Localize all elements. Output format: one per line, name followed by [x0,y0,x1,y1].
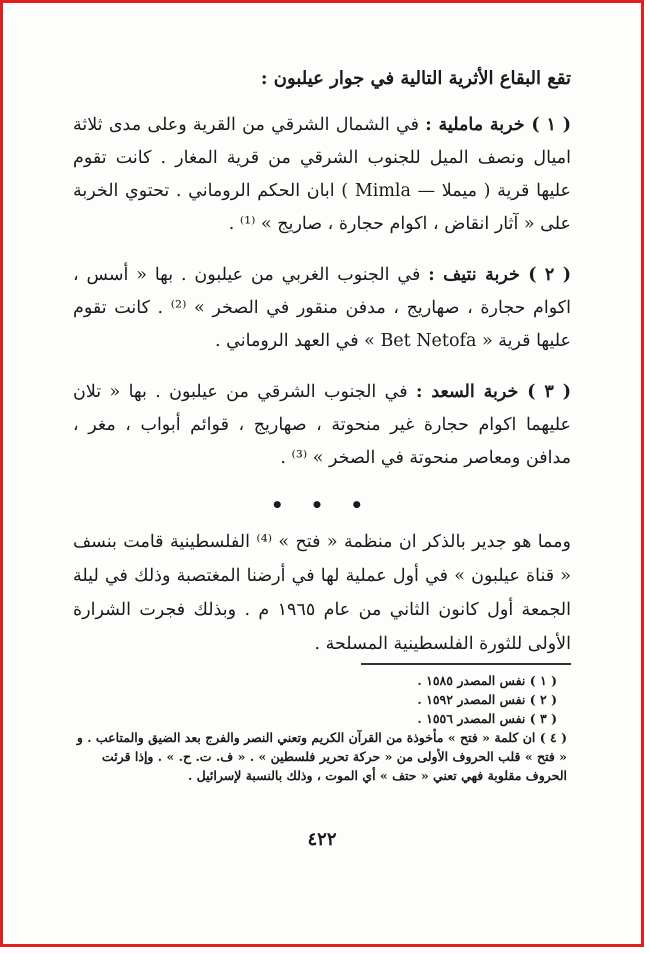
main-text [73,65,571,661]
section-separator: • • • [270,493,374,517]
section-2 [73,259,571,358]
page-number: ٤٢٢ [307,829,337,850]
section-1-body: في الشمال الشرقي من القرية وعلى مدى ثلاثة اميال ونصف الميل للجنوب الشرقي من قرية المغار . كانت تقوم عليها قرية ( ميملا — Mimla ) ابان الحكم الروماني . تحتوي الخربة على « آثار انقاض ، اكوام حجارة ، صاريج » ⁽¹⁾ . [73,115,571,234]
section-1-heading: ( ١ ) خربة ماملية : [425,115,572,135]
section-3-heading: ( ٣ ) خربة السعد : [415,382,571,402]
section-2-heading: ( ٢ ) خربة نتيف : [428,265,572,285]
section-1 [73,109,571,241]
footnote-3: ( ٣ ) نفس المصدر ١٥٥٦ . [417,711,557,726]
section-3-body: في الجنوب الشرقي من عيلبون . بها « تلان عليهما اكوام حجارة غير منحوتة ، صهاريج ، قوائم أبواب ، مغر ، مدافن ومعاصر منحوتة في الصخر » ⁽³⁾ . [73,382,571,468]
footnote-2: ( ٢ ) نفس المصدر ١٥٩٢ . [417,692,557,707]
footnote-rule [361,663,571,665]
intro-line: تقع البقاع الأثرية التالية في جوار عيلبون : [260,68,571,89]
closing-paragraph: ومما هو جدير بالذكر ان منظمة « فتح » ⁽⁴⁾ الفلسطينية قامت بنسف « قناة عيلبون » في أول عملية لها في أرضنا المغتصبة وذلك في ليلة الجمعة أول كانون الثاني من عام ١٩٦٥ م . وبذلك فجرت الشرارة الأولى للثورة الفلسطينية المسلحة . [73,532,571,654]
section-3 [73,376,571,475]
footnote-4: ( ٤ ) ان كلمة « فتح » مأخوذة من القرآن الكريم وتعني النصر والفرج بعد الضيق والمتاعب . و « فتح » قلب الحروف الأولى من « حركة تحرير فلسطين » . « ف. ت. ح. » . وإذا قرئت الحروف مقلوبة فهي تعني « حتف » أي الموت ، وذلك بالنسبة لإسرائيل . [76,730,567,783]
footnotes [73,671,567,785]
section-2-body: في الجنوب الغربي من عيلبون . بها « أسس ، اكوام حجارة ، صهاريج ، مدفن منقور في الصخر » ⁽²⁾ . كانت تقوم عليها قرية « Bet Netofa » في العهد الروماني . [73,265,571,351]
footnote-1: ( ١ ) نفس المصدر ١٥٨٥ . [417,673,557,688]
